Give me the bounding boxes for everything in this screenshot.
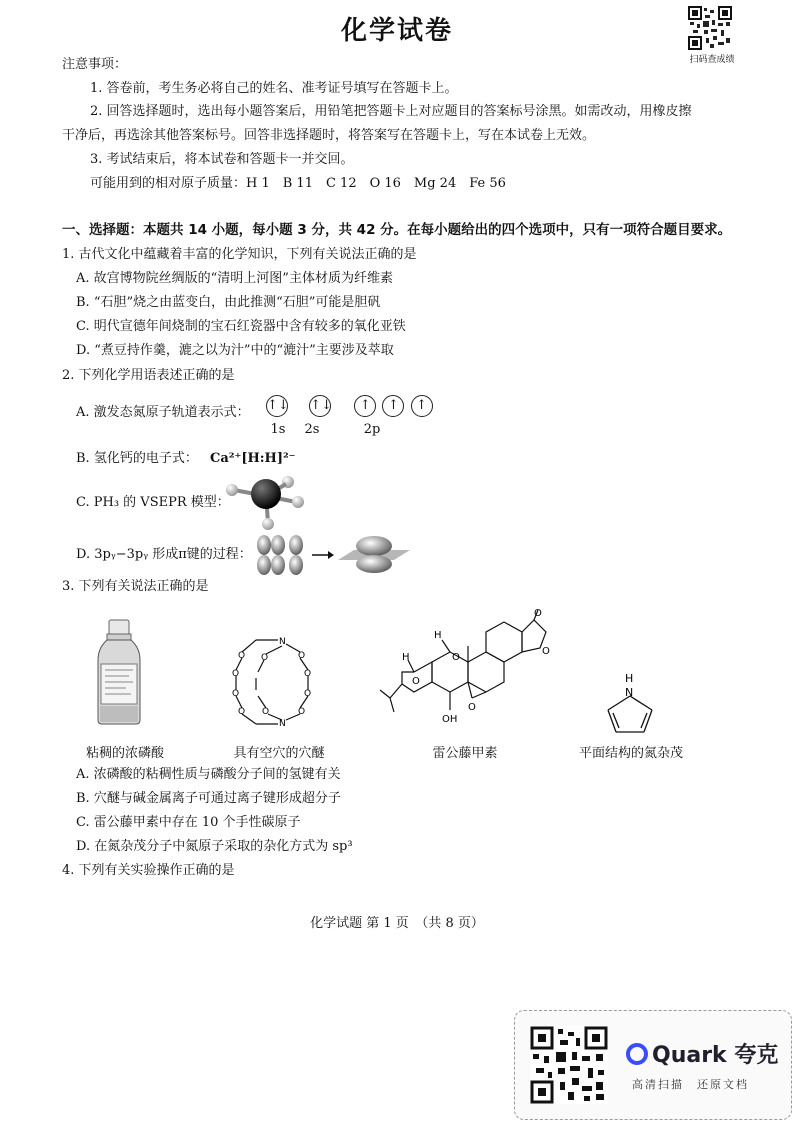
atom-label: O xyxy=(542,646,550,657)
note-line: 干净后，再选涂其他答案标号。回答非选择题时，将答案写在答题卡上，写在本试卷上无效。 xyxy=(62,128,596,143)
orbital-label: 2s xyxy=(304,422,320,437)
atom-label: N xyxy=(625,686,634,699)
atom-label: O xyxy=(534,608,542,619)
orbital-box: ↑↓ xyxy=(266,395,288,417)
atom-label: O xyxy=(452,652,460,663)
qr-code-icon[interactable] xyxy=(688,6,732,50)
atom-label: O xyxy=(468,702,476,713)
vsepr-model-image xyxy=(222,472,310,532)
note-line: 2. 回答选择题时，选出每小题答案后，用铅笔把答题卡上对应题目的答案标号涂黑。如需改动，用橡皮擦 xyxy=(90,104,692,119)
atomic-mass-line: 可能用到的相对原子质量：H 1 B 11 C 12 O 16 Mg 24 Fe 56 xyxy=(90,176,506,191)
quark-brand-text: Quark 夸克 xyxy=(652,1043,779,1068)
notes-heading: 注意事项： xyxy=(62,57,128,72)
atom-label: O xyxy=(262,707,270,717)
qr-caption: 扫码查成绩 xyxy=(689,55,735,65)
page-title: 化学试卷 xyxy=(340,16,453,46)
atom-label: H xyxy=(434,630,442,641)
q2-option-d: D. 3pᵧ−3pᵧ 形成π键的过程： xyxy=(76,547,252,562)
atom-label: H xyxy=(625,672,634,685)
atom-label: N xyxy=(279,719,286,729)
q1-option-d: D. “煮豆持作羹，漉之以为汁”中的“漉汁”主要涉及萃取 xyxy=(76,343,394,358)
q3-option-a: A. 浓磷酸的粘稠性质与磷酸分子间的氢键有关 xyxy=(76,767,341,782)
q2-option-c: C. PH₃ 的 VSEPR 模型： xyxy=(76,495,230,510)
atom-label: O xyxy=(304,689,312,699)
q3-option-b: B. 穴醚与碱金属离子可通过离子键形成超分子 xyxy=(76,791,341,806)
atom-label: O xyxy=(298,707,306,717)
qr-code-icon[interactable] xyxy=(530,1026,608,1104)
phosphoric-acid-bottle-image xyxy=(96,618,142,726)
quark-logo-icon xyxy=(626,1043,648,1065)
figure-caption: 粘稠的浓磷酸 xyxy=(85,746,164,761)
q2-option-a: A. 激发态氮原子轨道表示式： xyxy=(76,405,250,420)
figure-caption: 平面结构的氮杂茂 xyxy=(578,746,683,761)
q3-option-c: C. 雷公藤甲素中存在 10 个手性碳原子 xyxy=(76,815,301,830)
electron-formula: Ca²⁺[H:H]²⁻ xyxy=(210,451,296,466)
q1-option-c: C. 明代宣德年间烧制的宝石红瓷器中含有较多的氧化亚铁 xyxy=(76,319,406,334)
atom-label: O xyxy=(238,651,246,661)
atom-label: OH xyxy=(442,714,458,725)
note-line: 1. 答卷前，考生务必将自己的姓名、准考证号填写在答题卡上。 xyxy=(90,81,458,96)
quark-logo xyxy=(626,1038,778,1069)
atom-label: O xyxy=(232,669,240,679)
orbital-label: 2p xyxy=(363,422,381,437)
q3-option-d: D. 在氮杂茂分子中氮原子采取的杂化方式为 sp³ xyxy=(76,839,353,854)
atom-label: O xyxy=(412,676,420,687)
atom-label: H xyxy=(402,652,410,663)
triptolide-structure-image xyxy=(372,606,552,736)
quark-tagline: 高清扫描 还原文档 xyxy=(632,1078,749,1091)
figure-caption: 具有空穴的穴醚 xyxy=(233,746,325,761)
orbital-box: ↑ xyxy=(411,395,433,417)
q1-option-b: B. “石胆”烧之由蓝变白，由此推测“石胆”可能是胆矾 xyxy=(76,295,381,310)
atom-label: N xyxy=(279,637,286,647)
section-heading: 一、选择题：本题共 14 小题，每小题 3 分，共 42 分。在每小题给出的四个选项中，只有一项符合题目要求。 xyxy=(62,222,732,238)
orbital-box: ↑ xyxy=(354,395,376,417)
pi-bond-image xyxy=(254,534,414,576)
page-footer: 化学试题 第 1 页 （共 8 页） xyxy=(310,916,484,931)
question-1-stem: 1. 古代文化中蕴藏着丰富的化学知识，下列有关说法正确的是 xyxy=(62,247,417,262)
cryptand-structure-image xyxy=(226,630,326,732)
note-line: 3. 考试结束后，将本试卷和答题卡一并交回。 xyxy=(90,152,354,167)
orbital-diagram xyxy=(266,394,434,417)
q2-option-b: B. 氢化钙的电子式： xyxy=(76,451,198,466)
orbital-box: ↑ xyxy=(382,395,404,417)
orbital-box: ↑↓ xyxy=(309,395,331,417)
atom-label: O xyxy=(304,669,312,679)
atom-label: O xyxy=(261,653,269,663)
question-2-stem: 2. 下列化学用语表述正确的是 xyxy=(62,368,235,383)
atom-label: O xyxy=(232,689,240,699)
q1-option-a: A. 故宫博物院丝绸版的“清明上河图”主体材质为纤维素 xyxy=(76,271,393,286)
pyrrole-structure-image xyxy=(598,672,662,736)
figure-caption: 雷公藤甲素 xyxy=(432,746,498,761)
atom-label: O xyxy=(298,651,306,661)
atom-label: O xyxy=(238,707,246,717)
question-3-stem: 3. 下列有关说法正确的是 xyxy=(62,579,209,594)
orbital-label: 1s xyxy=(270,422,286,437)
question-4-stem: 4. 下列有关实验操作正确的是 xyxy=(62,863,235,878)
